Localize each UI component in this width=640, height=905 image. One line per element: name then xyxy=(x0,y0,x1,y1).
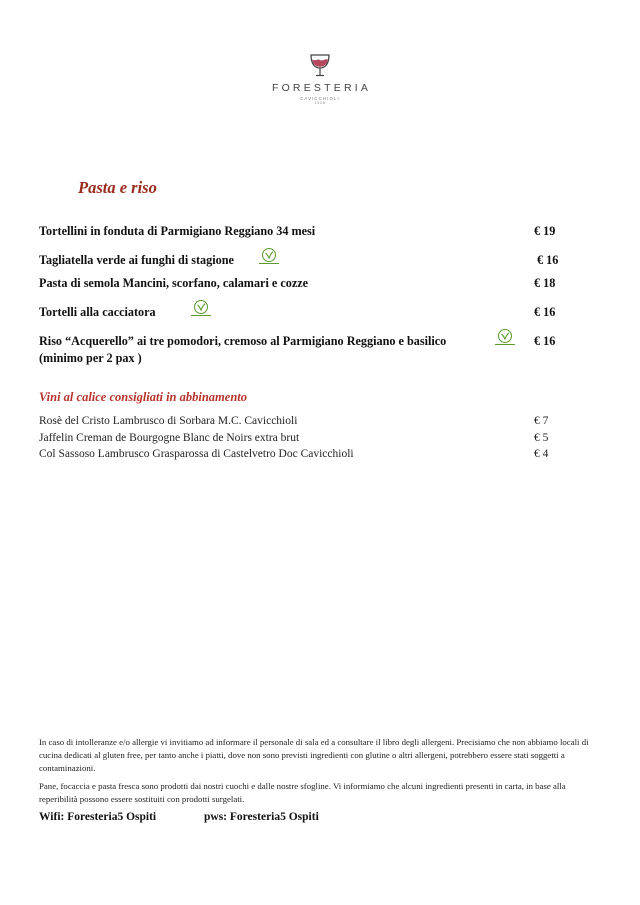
dish-price: € 19 xyxy=(534,224,556,238)
dish-price: € 16 xyxy=(534,305,556,319)
menu-item xyxy=(39,304,559,321)
section-title: Pasta e riso xyxy=(78,178,157,197)
bread-note: Pane, focaccia e pasta fresca sono prodotti dai nostri cuochi e dalle nostre sfogline. Vi informiamo che alcuni ingredienti presenti in carta, in base alla reperibilità possono essere sostituiti con prodotti surgelati. xyxy=(39,781,566,804)
wine-price: € 7 xyxy=(534,415,549,427)
wine-name: Rosè del Cristo Lambrusco di Sorbara M.C. Cavicchioli xyxy=(39,415,298,427)
menu-item xyxy=(39,223,559,240)
dish-name: Riso “Acquerello” ai tre pomodori, cremoso al Parmigiano Reggiano e basilico xyxy=(39,334,447,348)
wine-price: € 4 xyxy=(534,448,549,460)
brand-name: FORESTERIA xyxy=(271,82,372,94)
menu-item xyxy=(39,275,559,292)
dish-name: Tagliatella verde ai funghi di stagione xyxy=(39,253,234,267)
vegetarian-leaf-icon xyxy=(494,328,516,346)
wine-name: Jaffelin Creman de Bourgogne Blanc de Noirs extra brut xyxy=(39,432,300,444)
dish-name: Tortellini in fonduta di Parmigiano Reggiano 34 mesi xyxy=(39,224,316,238)
vegetarian-leaf-icon xyxy=(190,299,212,317)
vegetarian-leaf-icon xyxy=(258,247,280,265)
wine-price: € 5 xyxy=(534,432,549,444)
wine-item xyxy=(39,447,559,461)
dish-note: (minimo per 2 pax ) xyxy=(39,351,142,365)
wine-item xyxy=(39,414,559,428)
dish-price: € 16 xyxy=(534,334,556,348)
dish-price: € 18 xyxy=(534,276,556,290)
menu-item xyxy=(39,333,559,367)
wifi-network: Wifi: Foresteria5 Ospiti xyxy=(39,811,157,823)
wine-glass-logo-icon xyxy=(307,52,333,78)
brand-logo xyxy=(262,52,378,105)
wine-name: Col Sassoso Lambrusco Grasparossa di Castelvetro Doc Cavicchioli xyxy=(39,448,354,460)
wines-title: Vini al calice consigliati in abbinamento xyxy=(39,390,248,404)
dish-price: € 16 xyxy=(537,253,559,267)
menu-item xyxy=(39,252,559,269)
dish-name: Pasta di semola Mancini, scorfano, calamari e cozze xyxy=(39,276,309,290)
brand-year: 1928 xyxy=(314,101,326,105)
wifi-password: pws: Foresteria5 Ospiti xyxy=(204,811,319,823)
wine-item xyxy=(39,431,559,445)
dish-name: Tortelli alla cacciatora xyxy=(39,305,156,319)
brand-sub: CAVICCHIOLI xyxy=(300,96,340,101)
allergen-note: In caso di intolleranze e/o allergie vi invitiamo ad informare il personale di sala ed a consultare il libro degli allergeni. Precisiamo che non abbiamo locali di cucina dedicati al gluten free, per tanto anche i piatti, dove non sono previsti ingredienti con glutine o altri allergeni, potrebbero essere stati soggetti a contaminazioni. xyxy=(39,737,589,773)
